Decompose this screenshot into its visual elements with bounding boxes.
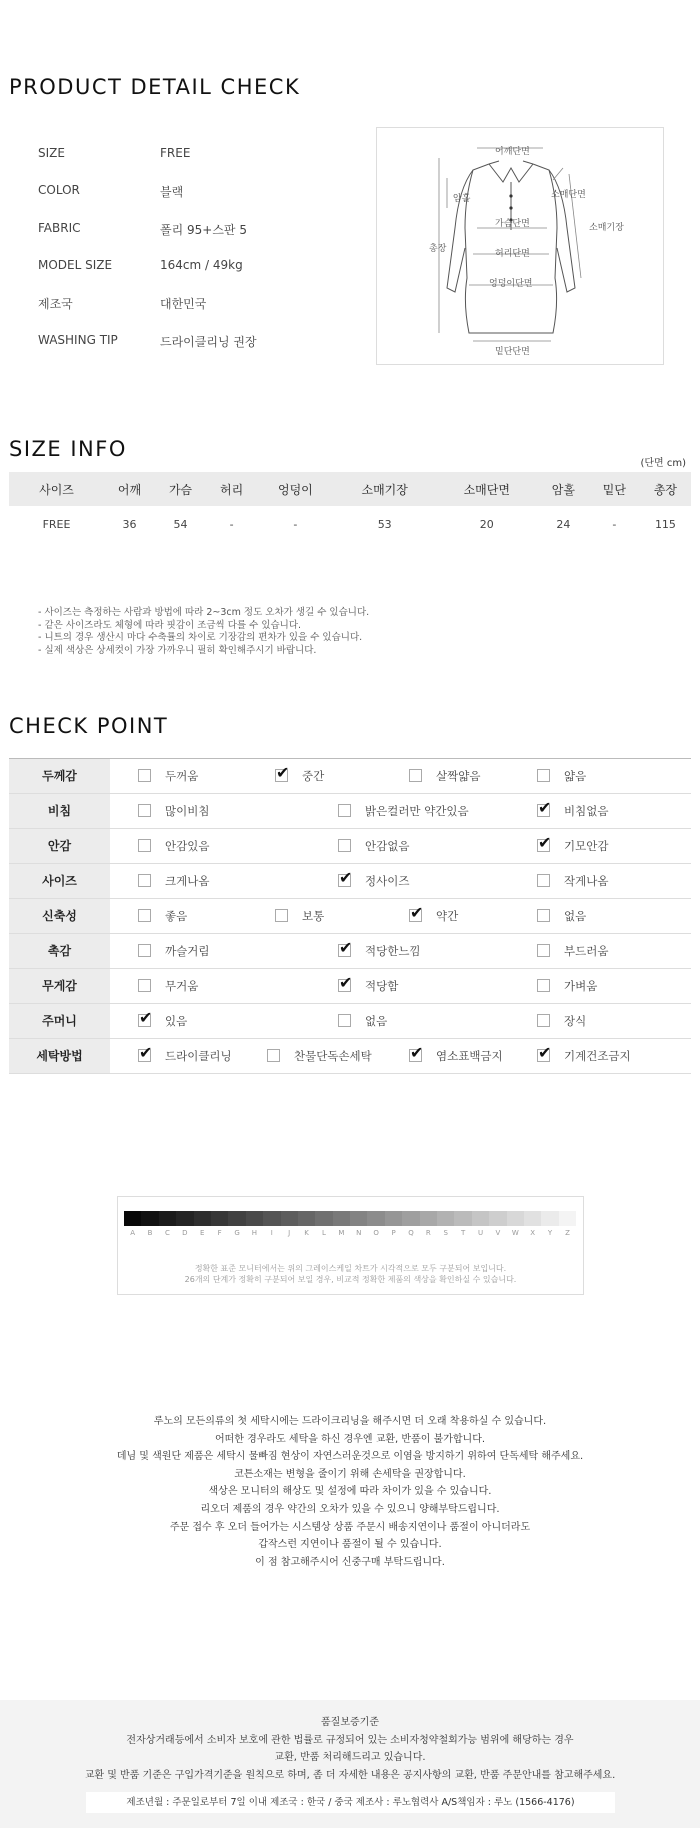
note-line: - 실제 색상은 상세컷이 가장 가까우니 필히 확인해주시기 바랍니다. xyxy=(38,645,317,657)
table-cell: - xyxy=(612,517,617,531)
grayscale-letter: J xyxy=(288,1229,291,1237)
grayscale-swatch xyxy=(350,1211,367,1226)
check-option-label: 중간 xyxy=(302,769,325,783)
care-line: 코튼소재는 변형을 줄이기 위해 손세탁을 권장합니다. xyxy=(234,1468,466,1480)
checkbox[interactable] xyxy=(537,979,550,992)
label-sleeve-length: 소매기장 xyxy=(589,223,624,233)
grayscale-swatch xyxy=(194,1211,211,1226)
checkmark-icon: ✔ xyxy=(538,1043,552,1062)
label-armhole: 암홀 xyxy=(453,194,471,204)
check-option-label: 정사이즈 xyxy=(365,874,410,888)
checkbox[interactable] xyxy=(138,944,151,957)
column-header: 소매기장 xyxy=(334,472,436,506)
grayscale-letter: H xyxy=(251,1229,258,1237)
checkbox[interactable] xyxy=(275,909,288,922)
care-line: 색상은 모니터의 해상도 및 설정에 따라 차이가 있을 수 있습니다. xyxy=(208,1486,492,1498)
column-header: 총장 xyxy=(640,472,691,506)
check-option-label: 비침없음 xyxy=(564,804,609,818)
grayscale-letter: G xyxy=(234,1229,240,1237)
checkbox[interactable] xyxy=(537,874,550,887)
column-header: 가슴 xyxy=(155,472,206,506)
grayscale-swatch xyxy=(124,1211,141,1226)
detail-value: 폴리 95+스판 5 xyxy=(160,223,247,237)
check-option-label: 없음 xyxy=(564,909,587,923)
grayscale-note xyxy=(118,1263,583,1285)
grayscale-swatch xyxy=(402,1211,419,1226)
checkbox[interactable] xyxy=(338,1014,351,1027)
grayscale-bar xyxy=(124,1211,576,1226)
check-row xyxy=(9,864,691,899)
checkmark-icon: ✔ xyxy=(410,903,424,922)
checkbox[interactable] xyxy=(138,769,151,782)
note-line: - 사이즈는 측정하는 사람과 방법에 따라 2~3cm 정도 오차가 생길 수 있습니다. xyxy=(38,607,370,618)
checkmark-icon: ✔ xyxy=(538,798,552,817)
check-option-label: 찬물단독손세탁 xyxy=(294,1049,372,1063)
detail-label: 제조국 xyxy=(38,297,73,311)
grayscale-letter: T xyxy=(460,1229,466,1237)
care-line: 리오더 제품의 경우 약간의 오차가 있을 수 있으니 양해부탁드립니다. xyxy=(200,1503,500,1515)
checkbox[interactable] xyxy=(338,804,351,817)
check-row-label: 세탁방법 xyxy=(9,1039,110,1073)
grayscale-swatch xyxy=(437,1211,454,1226)
checkmark-icon: ✔ xyxy=(410,1043,424,1062)
checkbox[interactable] xyxy=(537,769,550,782)
grayscale-swatch xyxy=(176,1211,193,1226)
label-shoulder: 어깨단면 xyxy=(495,147,530,157)
check-option-label: 작게나옴 xyxy=(564,874,609,888)
checkbox[interactable] xyxy=(138,979,151,992)
grayscale-letter: V xyxy=(495,1229,501,1237)
size-notes xyxy=(38,607,369,658)
detail-label: FABRIC xyxy=(38,221,81,235)
column-header: 암홀 xyxy=(538,472,589,506)
check-option-label: 보통 xyxy=(302,909,325,923)
grayscale-letter: R xyxy=(425,1229,431,1237)
column-header: 어깨 xyxy=(104,472,155,506)
check-row xyxy=(9,759,691,794)
grayscale-letter: L xyxy=(322,1229,326,1237)
label-hip: 엉덩이단면 xyxy=(489,279,533,289)
grayscale-swatch xyxy=(524,1211,541,1226)
check-point-table xyxy=(9,758,691,1074)
check-option-label: 살짝얇음 xyxy=(436,769,481,783)
checkbox[interactable] xyxy=(138,874,151,887)
column-header: 사이즈 xyxy=(9,472,104,506)
detail-value: 164cm / 49kg xyxy=(160,258,243,272)
grayscale-letter: F xyxy=(217,1229,222,1237)
table-row xyxy=(9,506,691,542)
checkmark-icon: ✔ xyxy=(139,1043,153,1062)
check-row-label: 비침 xyxy=(9,794,110,828)
grayscale-swatch xyxy=(141,1211,158,1226)
check-row-label: 주머니 xyxy=(9,1004,110,1038)
care-line: 주문 접수 후 오더 들어가는 시스템상 상품 주문시 배송지연이나 품절이 아니더라도 xyxy=(169,1521,531,1533)
check-row xyxy=(9,1039,691,1074)
footer-info-bar: 제조년월 : 주문일로부터 7일 이내 제조국 : 한국 / 중국 제조사 : 루노협력사 A/S책임자 : 루노 (1566-4176) xyxy=(86,1792,615,1813)
footer-line: 품질보증기준 xyxy=(321,1717,379,1728)
grayscale-swatch xyxy=(159,1211,176,1226)
check-row xyxy=(9,969,691,1004)
label-waist: 허리단면 xyxy=(495,249,530,259)
footer-line: 교환 및 반품 기준은 구입가격기준을 원칙으로 하며, 좀 더 자세한 내용은 공지사항의 교환, 반품 주문안내를 참고해주세요. xyxy=(84,1769,616,1781)
check-option-label: 좋음 xyxy=(165,909,188,923)
table-cell: FREE xyxy=(42,517,71,531)
grayscale-letter: M xyxy=(338,1229,345,1237)
grayscale-swatch xyxy=(246,1211,263,1226)
check-option-label: 무거움 xyxy=(165,979,199,993)
table-cell: 24 xyxy=(556,517,571,531)
check-row-label: 두께감 xyxy=(9,759,110,793)
care-line: 갑작스런 지연이나 품절이 될 수 있습니다. xyxy=(258,1539,442,1551)
grayscale-letter: C xyxy=(165,1229,170,1237)
checkbox[interactable] xyxy=(537,1014,550,1027)
grayscale-letter: Z xyxy=(565,1229,570,1237)
check-row-label: 무게감 xyxy=(9,969,110,1003)
check-option-label: 까슬거림 xyxy=(165,944,210,958)
care-line: 어떠한 경우라도 세탁을 하신 경우엔 교환, 반품이 불가합니다. xyxy=(214,1433,486,1445)
checkbox[interactable] xyxy=(409,769,422,782)
grayscale-swatch xyxy=(541,1211,558,1226)
check-row-label: 신축성 xyxy=(9,899,110,933)
detail-label: COLOR xyxy=(38,183,80,197)
table-cell: 115 xyxy=(654,517,676,531)
grayscale-swatch xyxy=(298,1211,315,1226)
grayscale-letter: Y xyxy=(547,1229,553,1237)
check-option-label: 있음 xyxy=(165,1014,188,1028)
check-option-label: 약간 xyxy=(436,909,459,923)
check-row xyxy=(9,1004,691,1039)
detail-label: SIZE xyxy=(38,146,65,160)
check-row xyxy=(9,794,691,829)
grayscale-letter: P xyxy=(391,1229,396,1237)
table-cell: 54 xyxy=(173,517,188,531)
check-option-label: 장식 xyxy=(564,1014,587,1028)
checkbox[interactable] xyxy=(267,1049,280,1062)
footer-line: 교환, 반품 처리해드리고 있습니다. xyxy=(274,1752,426,1764)
column-header: 밑단 xyxy=(589,472,640,506)
check-row-label: 안감 xyxy=(9,829,110,863)
label-chest: 가슴단면 xyxy=(495,219,530,229)
column-header: 엉덩이 xyxy=(257,472,334,506)
check-option-label: 기계건조금지 xyxy=(564,1049,631,1063)
checkbox[interactable] xyxy=(138,804,151,817)
grayscale-chart xyxy=(117,1196,584,1295)
check-option-label: 기모안감 xyxy=(564,839,609,853)
table-cell: 20 xyxy=(479,517,494,531)
detail-label: WASHING TIP xyxy=(38,333,118,347)
grayscale-letter: B xyxy=(147,1229,153,1237)
table-cell: - xyxy=(293,517,298,531)
check-row-label: 촉감 xyxy=(9,934,110,968)
check-option-label: 두꺼움 xyxy=(165,769,199,783)
checkbox[interactable] xyxy=(338,839,351,852)
check-option-label: 적당함 xyxy=(365,979,399,993)
check-option-label: 적당한느낌 xyxy=(365,944,421,958)
grayscale-note-line: 정확한 표준 모니터에서는 위의 그레이스케일 차트가 시각적으로 모두 구분되어 보입니다. xyxy=(194,1264,507,1273)
checkmark-icon: ✔ xyxy=(339,973,353,992)
check-row xyxy=(9,829,691,864)
check-option-label: 얇음 xyxy=(564,769,587,783)
detail-value: FREE xyxy=(160,146,191,160)
table-cell: - xyxy=(229,517,234,531)
detail-value: 블랙 xyxy=(160,185,184,199)
check-row xyxy=(9,934,691,969)
grayscale-letter: X xyxy=(530,1229,536,1237)
grayscale-swatch xyxy=(507,1211,524,1226)
care-line: 데님 및 색원단 제품은 세탁시 물빠짐 현상이 자연스러운것으로 이염을 방지하기 위하여 단독세탁 해주세요. xyxy=(116,1451,584,1463)
grayscale-letter: N xyxy=(356,1229,362,1237)
grayscale-letter: K xyxy=(304,1229,309,1237)
care-line: 이 점 참고해주시어 신중구매 부탁드립니다. xyxy=(255,1556,445,1568)
grayscale-swatch xyxy=(315,1211,332,1226)
checkbox[interactable] xyxy=(138,909,151,922)
checkbox[interactable] xyxy=(537,909,550,922)
grayscale-swatch xyxy=(211,1211,228,1226)
check-option-label: 가벼움 xyxy=(564,979,598,993)
footer-line: 전자상거래등에서 소비자 보호에 관한 법률로 규정되어 있는 소비자청약철회가능 범위에 해당하는 경우 xyxy=(126,1734,574,1746)
detail-value: 대한민국 xyxy=(160,297,207,311)
check-option-label: 안감있음 xyxy=(165,839,210,853)
grayscale-swatch xyxy=(420,1211,437,1226)
label-sleeve-width: 소매단면 xyxy=(551,190,586,200)
table-cell: 53 xyxy=(377,517,392,531)
label-total-length: 총장 xyxy=(429,244,447,254)
grayscale-letter: W xyxy=(511,1229,519,1237)
note-line: - 같은 사이즈라도 체형에 따라 핏감이 조금씩 다를 수 있습니다. xyxy=(38,619,302,631)
check-option-label: 드라이클리닝 xyxy=(165,1049,232,1063)
check-option-label: 밝은컬러만 약간있음 xyxy=(365,804,469,818)
grayscale-letter: Q xyxy=(408,1229,414,1237)
column-header: 허리 xyxy=(206,472,257,506)
grayscale-swatch xyxy=(281,1211,298,1226)
checkmark-icon: ✔ xyxy=(139,1008,153,1027)
check-option-label: 크게나옴 xyxy=(165,874,210,888)
grayscale-swatch xyxy=(333,1211,350,1226)
grayscale-letter: D xyxy=(182,1229,188,1237)
care-notice xyxy=(0,1413,700,1571)
check-option-label: 안감없음 xyxy=(365,839,410,853)
label-hem: 밑단단면 xyxy=(495,347,530,357)
check-option-label: 염소표백금지 xyxy=(436,1049,503,1063)
size-info-title: SIZE INFO xyxy=(9,437,127,461)
size-unit-note: (단면 cm) xyxy=(640,458,686,469)
check-option-label: 부드러움 xyxy=(564,944,609,958)
grayscale-swatch xyxy=(472,1211,489,1226)
grayscale-letter: O xyxy=(373,1229,379,1237)
grayscale-swatch xyxy=(228,1211,245,1226)
size-table-header xyxy=(9,472,691,506)
grayscale-swatch xyxy=(385,1211,402,1226)
product-detail-title: PRODUCT DETAIL CHECK xyxy=(9,75,301,99)
grayscale-letter: U xyxy=(477,1229,484,1237)
checkmark-icon: ✔ xyxy=(276,763,290,782)
measurement-diagram xyxy=(376,127,664,365)
grayscale-swatch xyxy=(454,1211,471,1226)
grayscale-note-line: 26개의 단계가 정확히 구분되어 보일 경우, 비교적 정확한 제품의 색상을 확인하실 수 있습니다. xyxy=(184,1275,517,1284)
column-header: 소매단면 xyxy=(436,472,538,506)
checkmark-icon: ✔ xyxy=(538,833,552,852)
checkmark-icon: ✔ xyxy=(339,868,353,887)
grayscale-letter: S xyxy=(443,1229,448,1237)
care-line: 루노의 모든의류의 첫 세탁시에는 드라이크리닝을 해주시면 더 오래 착용하실 수 있습니다. xyxy=(153,1416,547,1427)
grayscale-swatch xyxy=(263,1211,280,1226)
checkmark-icon: ✔ xyxy=(339,938,353,957)
grayscale-letter: I xyxy=(270,1229,273,1237)
note-line: - 니트의 경우 생산시 마다 수축률의 차이로 기장감의 편차가 있을 수 있습니다. xyxy=(38,632,363,644)
check-option-label: 없음 xyxy=(365,1014,388,1028)
check-point-title: CHECK POINT xyxy=(9,714,169,738)
check-option-label: 많이비침 xyxy=(165,804,210,818)
detail-label: MODEL SIZE xyxy=(38,258,113,272)
table-cell: 36 xyxy=(122,517,137,531)
grayscale-letters xyxy=(124,1229,576,1237)
check-row-label: 사이즈 xyxy=(9,864,110,898)
quality-footer xyxy=(0,1700,700,1828)
checkbox[interactable] xyxy=(138,839,151,852)
grayscale-letter: E xyxy=(200,1229,205,1237)
detail-value: 드라이클리닝 권장 xyxy=(160,335,257,349)
size-table xyxy=(9,472,691,542)
check-row xyxy=(9,899,691,934)
grayscale-swatch xyxy=(367,1211,384,1226)
grayscale-swatch xyxy=(489,1211,506,1226)
checkbox[interactable] xyxy=(537,944,550,957)
grayscale-swatch xyxy=(559,1211,576,1226)
grayscale-letter: A xyxy=(130,1229,136,1237)
